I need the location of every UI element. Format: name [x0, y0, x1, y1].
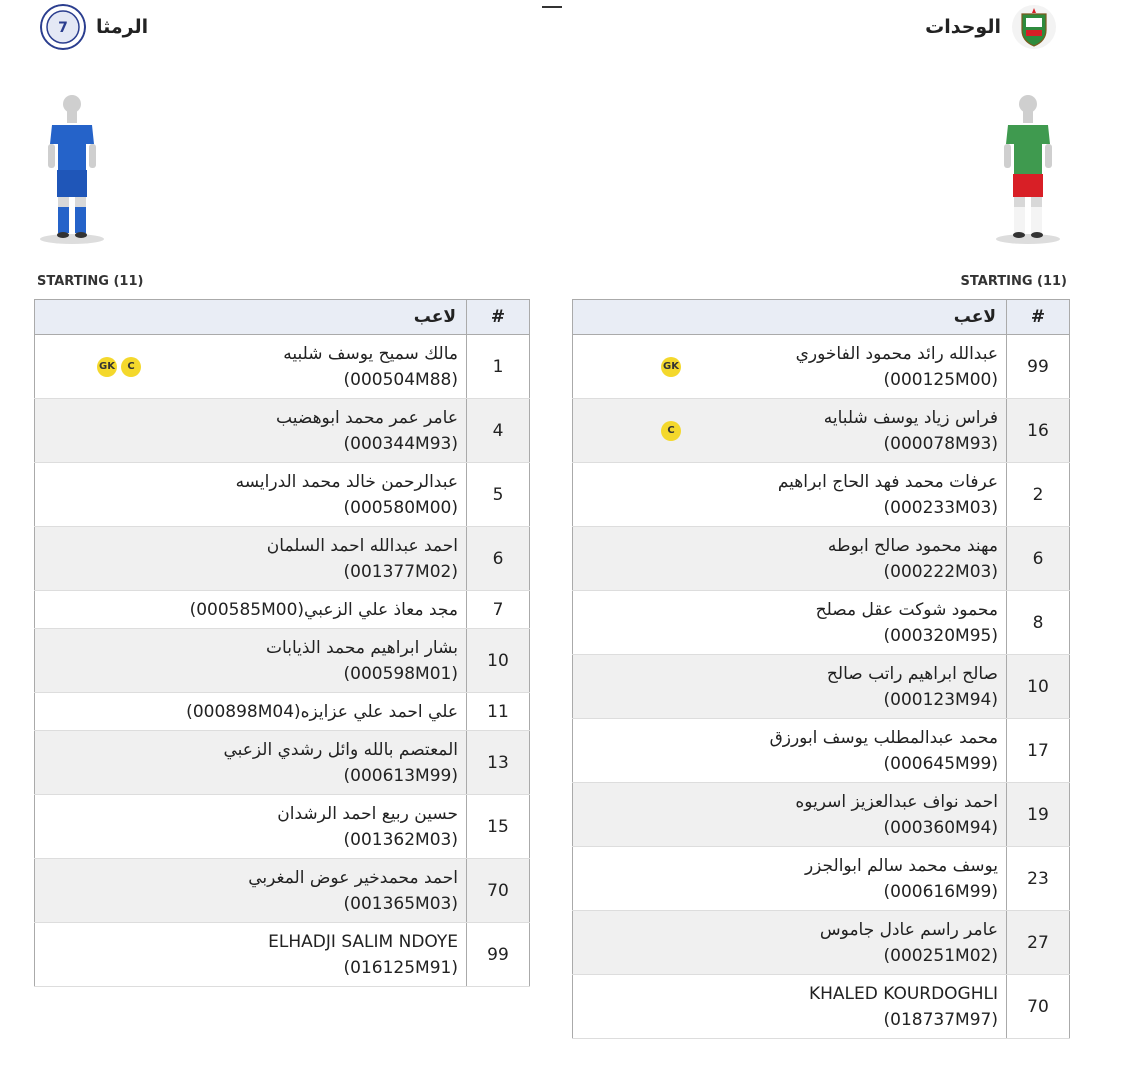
player-id: (000344M93) — [343, 433, 458, 454]
player-name[interactable]: يوسف محمد سالم ابوالجزر — [804, 855, 998, 876]
player-row[interactable] — [573, 527, 1070, 591]
player-row[interactable] — [35, 859, 530, 923]
player-row[interactable] — [35, 463, 530, 527]
player-cell — [573, 527, 1007, 591]
captain-badge: C — [121, 357, 141, 377]
player-column-header[interactable]: لاعب — [35, 300, 467, 335]
left-lineup-table — [34, 299, 530, 987]
left-team-name[interactable]: الرمثا — [96, 16, 149, 38]
player-id: (000320M95) — [883, 625, 998, 646]
player-cell — [35, 335, 467, 399]
player-id: (000233M03) — [883, 497, 998, 518]
player-name[interactable]: مهند محمود صالح ابوطه — [827, 535, 998, 556]
ramtha-club-logo — [40, 4, 86, 50]
player-number: 17 — [1007, 719, 1070, 783]
player-name[interactable]: المعتصم بالله وائل رشدي الزعبي — [223, 739, 458, 760]
player-row[interactable] — [35, 693, 530, 731]
player-id: (000645M99) — [883, 753, 998, 774]
player-cell — [573, 911, 1007, 975]
player-name[interactable]: حسين ربيع احمد الرشدان — [277, 803, 458, 824]
player-row[interactable] — [35, 527, 530, 591]
player-name[interactable]: عامر راسم عادل جاموس — [819, 919, 998, 940]
player-number: 15 — [467, 795, 530, 859]
player-row[interactable] — [573, 975, 1070, 1039]
player-cell — [573, 975, 1007, 1039]
player-name[interactable]: ELHADJI SALIM NDOYE — [268, 931, 458, 952]
player-id: (000616M99) — [883, 881, 998, 902]
player-cell — [573, 463, 1007, 527]
player-number: 11 — [467, 693, 530, 731]
player-name[interactable]: عبدالرحمن خالد محمد الدرايسه — [235, 471, 458, 492]
player-row[interactable] — [573, 783, 1070, 847]
player-row[interactable] — [573, 463, 1070, 527]
player-name[interactable]: احمد محمدخير عوض المغربي — [248, 867, 458, 888]
player-id: (000078M93) — [883, 433, 998, 454]
player-name[interactable]: علي احمد علي عزايزه(000898M04) — [186, 701, 458, 722]
player-name[interactable]: عرفات محمد فهد الحاج ابراهيم — [777, 471, 998, 492]
window-drag-handle[interactable] — [542, 6, 562, 8]
player-id: (000125M00) — [883, 369, 998, 390]
player-name[interactable]: احمد عبدالله احمد السلمان — [266, 535, 458, 556]
player-number: 5 — [467, 463, 530, 527]
player-badges — [97, 357, 141, 377]
player-row[interactable] — [573, 335, 1070, 399]
player-row[interactable] — [573, 719, 1070, 783]
player-cell — [573, 335, 1007, 399]
player-name[interactable]: مالك سميح يوسف شلبيه — [283, 343, 458, 364]
player-id: (016125M91) — [343, 957, 458, 978]
player-id: (018737M97) — [883, 1009, 998, 1030]
player-name[interactable]: صالح ابراهيم راتب صالح — [826, 663, 998, 684]
player-number: 70 — [467, 859, 530, 923]
player-row[interactable] — [35, 629, 530, 693]
player-number: 6 — [1007, 527, 1070, 591]
player-row[interactable] — [35, 591, 530, 629]
player-number: 70 — [1007, 975, 1070, 1039]
player-cell — [573, 591, 1007, 655]
svg-text:7: 7 — [58, 20, 68, 36]
right-team-header — [925, 4, 1057, 50]
player-row[interactable] — [573, 911, 1070, 975]
player-number: 10 — [1007, 655, 1070, 719]
player-cell — [35, 923, 467, 987]
player-id: (000222M03) — [883, 561, 998, 582]
right-team-kit-icon — [988, 92, 1068, 247]
right-team-name[interactable]: الوحدات — [925, 16, 1001, 38]
player-cell — [573, 399, 1007, 463]
goalkeeper-badge: GK — [661, 357, 681, 377]
player-name[interactable]: بشار ابراهيم محمد الذيابات — [266, 637, 458, 658]
left-starting-label: STARTING (11) — [37, 274, 144, 289]
player-number: 2 — [1007, 463, 1070, 527]
player-name[interactable]: عامر عمر محمد ابوهضيب — [276, 407, 458, 428]
player-badges — [661, 421, 681, 441]
player-id: (000580M00) — [343, 497, 458, 518]
player-name[interactable]: محمود شوكت عقل مصلح — [815, 599, 998, 620]
player-id: (000598M01) — [343, 663, 458, 684]
player-row[interactable] — [35, 335, 530, 399]
player-row[interactable] — [573, 399, 1070, 463]
player-cell — [573, 783, 1007, 847]
left-team-header — [40, 4, 148, 50]
player-number: 16 — [1007, 399, 1070, 463]
player-name[interactable]: مجد معاذ علي الزعبي(000585M00) — [189, 599, 458, 620]
player-column-header[interactable]: لاعب — [573, 300, 1007, 335]
player-number: 4 — [467, 399, 530, 463]
player-row[interactable] — [35, 731, 530, 795]
player-cell — [35, 731, 467, 795]
player-cell — [573, 847, 1007, 911]
player-cell — [573, 655, 1007, 719]
player-cell — [573, 719, 1007, 783]
player-row[interactable] — [573, 655, 1070, 719]
right-lineup-table — [572, 299, 1070, 1039]
player-id: (001365M03) — [343, 893, 458, 914]
player-name[interactable]: فراس زياد يوسف شلبايه — [823, 407, 998, 428]
goalkeeper-badge: GK — [97, 357, 117, 377]
player-number: 13 — [467, 731, 530, 795]
player-cell — [35, 591, 467, 629]
player-id: (001377M02) — [343, 561, 458, 582]
player-number: 7 — [467, 591, 530, 629]
player-row[interactable] — [573, 591, 1070, 655]
player-id: (000251M02) — [883, 945, 998, 966]
player-cell — [35, 795, 467, 859]
wehdat-club-logo — [1011, 4, 1057, 50]
left-lineup-body — [35, 335, 530, 987]
player-name[interactable]: احمد نواف عبدالعزيز اسريوه — [795, 791, 998, 812]
player-id: (000360M94) — [883, 817, 998, 838]
player-number: 10 — [467, 629, 530, 693]
number-column-header[interactable]: # — [467, 300, 530, 335]
player-row[interactable] — [573, 847, 1070, 911]
player-number: 19 — [1007, 783, 1070, 847]
right-starting-label: STARTING (11) — [960, 274, 1067, 289]
player-row[interactable] — [35, 399, 530, 463]
player-cell — [35, 399, 467, 463]
right-lineup-body — [573, 335, 1070, 1039]
player-number: 99 — [1007, 335, 1070, 399]
player-cell — [35, 527, 467, 591]
player-badges — [661, 357, 681, 377]
number-column-header[interactable]: # — [1007, 300, 1070, 335]
player-number: 6 — [467, 527, 530, 591]
player-cell — [35, 859, 467, 923]
player-number: 1 — [467, 335, 530, 399]
player-id: (001362M03) — [343, 829, 458, 850]
player-row[interactable] — [35, 923, 530, 987]
player-id: (000123M94) — [883, 689, 998, 710]
left-team-kit-icon — [32, 92, 112, 247]
player-id: (000613M99) — [343, 765, 458, 786]
player-name[interactable]: عبدالله رائد محمود الفاخوري — [795, 343, 998, 364]
player-name[interactable]: KHALED KOURDOGHLI — [808, 983, 998, 1004]
player-row[interactable] — [35, 795, 530, 859]
player-id: (000504M88) — [343, 369, 458, 390]
player-cell — [35, 629, 467, 693]
player-cell — [35, 693, 467, 731]
player-number: 27 — [1007, 911, 1070, 975]
player-cell — [35, 463, 467, 527]
player-number: 99 — [467, 923, 530, 987]
player-name[interactable]: محمد عبدالمطلب يوسف ابورزق — [769, 727, 998, 748]
player-number: 23 — [1007, 847, 1070, 911]
captain-badge: C — [661, 421, 681, 441]
player-number: 8 — [1007, 591, 1070, 655]
